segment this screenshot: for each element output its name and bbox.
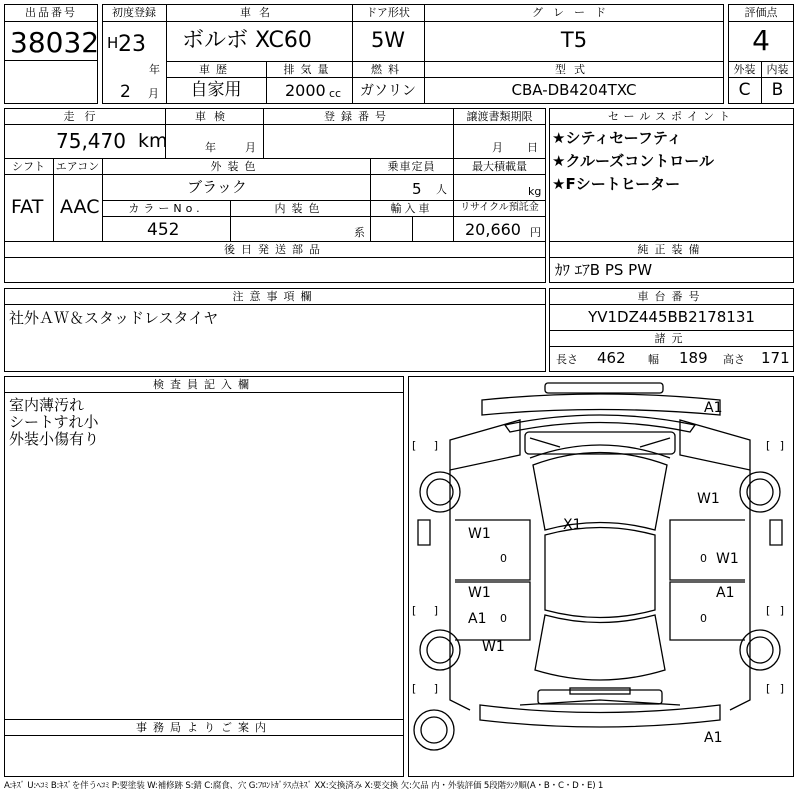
diagram-mark: X1 bbox=[563, 517, 582, 533]
later-parts-label: 後日発送部品 bbox=[224, 243, 326, 256]
interior-grade: B bbox=[771, 80, 784, 100]
diagram-mark: 0 bbox=[700, 552, 707, 565]
load-label: 最大積載量 bbox=[472, 160, 527, 173]
displacement-label: 排気量 bbox=[283, 63, 335, 76]
diagram-mark: 0 bbox=[500, 552, 507, 565]
exterior-label: 外装 bbox=[733, 63, 756, 76]
diagram-mark: W1 bbox=[468, 526, 491, 542]
transfer-month-unit: 月 bbox=[492, 141, 503, 154]
mileage: 75,470 bbox=[56, 129, 126, 153]
lot-number-label: 出品番号 bbox=[25, 6, 77, 19]
specs-label: 諸元 bbox=[654, 332, 689, 345]
shift: FAT bbox=[11, 196, 44, 218]
first-reg-label: 初度登録 bbox=[112, 6, 156, 19]
sales-point-item: ★Fシートヒーター bbox=[552, 175, 681, 193]
chassis-label: 車台番号 bbox=[637, 290, 706, 303]
diagram-bracket: [ ] bbox=[412, 604, 439, 617]
diagram-mark: W1 bbox=[716, 551, 739, 567]
diagram-mark: A1 bbox=[468, 611, 487, 627]
int-color-label: 内装色 bbox=[274, 202, 326, 215]
inspector-note: 室内薄汚れ bbox=[9, 396, 85, 414]
shift-label: シフト bbox=[12, 160, 45, 173]
fuel-label: 燃料 bbox=[371, 63, 405, 76]
inspector-label: 検査員記入欄 bbox=[153, 378, 255, 391]
height: 171 bbox=[761, 349, 790, 367]
diagram-bracket: [ ] bbox=[412, 439, 439, 452]
transfer-day-unit: 日 bbox=[527, 141, 538, 154]
notes-label: 注意事項欄 bbox=[232, 290, 318, 303]
ext-color-label: 外装色 bbox=[210, 160, 262, 173]
recycle: 20,660 bbox=[465, 220, 521, 239]
sales-points-label: セールスポイント bbox=[607, 110, 735, 123]
grade: T5 bbox=[560, 28, 588, 52]
int-color-unit: 系 bbox=[354, 226, 365, 239]
exterior-grade: C bbox=[738, 80, 751, 100]
door-label: ドア形状 bbox=[366, 6, 410, 19]
diagram-mark: W1 bbox=[468, 585, 491, 601]
history-label: 車歴 bbox=[199, 63, 233, 76]
month-unit: 月 bbox=[148, 87, 159, 100]
recycle-label: リサイクル預託金 bbox=[460, 202, 539, 213]
diagram-bracket: [ ] bbox=[766, 439, 785, 452]
color-no-label: カラーNo. bbox=[128, 202, 204, 215]
diagram-mark: W1 bbox=[697, 491, 720, 507]
ac-label: エアコン bbox=[55, 160, 100, 173]
year-unit: 年 bbox=[149, 63, 160, 76]
model: CBA-DB4204TXC bbox=[511, 81, 637, 99]
footer-legend: A:ｷｽﾞ U:ﾍｺﾐ B:ｷｽﾞを伴うﾍｺﾐ P:要塗装 W:補修跡 S:錆 C:腐食、穴 G:ﾌﾛﾝﾄｶﾞﾗｽ点ｷｽﾞ XX:交換済み X:要交換 欠:欠品 内・外装評価 5段階ﾗﾝｸ順(A・B・C・D・E) 1 bbox=[4, 781, 604, 791]
capacity-label: 乗車定員 bbox=[387, 160, 436, 173]
mileage-label: 走行 bbox=[63, 110, 106, 123]
history: 自家用 bbox=[190, 80, 242, 100]
length: 462 bbox=[597, 349, 626, 367]
capacity-unit: 人 bbox=[436, 183, 447, 196]
width: 189 bbox=[679, 349, 708, 367]
displacement: 2000 bbox=[285, 81, 326, 100]
sales-point-item: ★クルーズコントロール bbox=[552, 152, 714, 170]
diagram-bracket: [ ] bbox=[766, 682, 785, 695]
color-no: 452 bbox=[147, 220, 180, 240]
inspection-month-unit: 月 bbox=[245, 141, 256, 154]
width-label: 幅 bbox=[648, 353, 659, 366]
sales-point-item: ★シティセーフティ bbox=[552, 129, 682, 147]
era: H bbox=[107, 34, 119, 52]
diagram-mark: A1 bbox=[716, 585, 735, 601]
score: 4 bbox=[752, 24, 770, 57]
first-reg-year: 23 bbox=[118, 32, 146, 57]
diagram-mark: A1 bbox=[704, 730, 723, 746]
inspector-note: シートすれ小 bbox=[9, 413, 99, 431]
chassis-number: YV1DZ445BB2178131 bbox=[588, 308, 755, 326]
diagram-mark: 0 bbox=[500, 612, 507, 625]
inspection-year-unit: 年 bbox=[205, 141, 216, 154]
transfer-label: 譲渡書類期限 bbox=[466, 110, 533, 123]
diagram-mark: A1 bbox=[704, 400, 723, 416]
height-label: 高さ bbox=[723, 353, 745, 366]
ac: AAC bbox=[60, 196, 100, 218]
reg-no-label: 登録番号 bbox=[324, 110, 392, 123]
grade-label: グレード bbox=[532, 6, 616, 19]
car-name-label: 車名 bbox=[240, 6, 278, 19]
diagram-bracket: [ ] bbox=[412, 682, 439, 695]
notes-value: 社外ＡＷ＆スタッドレスタイヤ bbox=[9, 309, 219, 327]
interior-label: 内装 bbox=[766, 63, 789, 76]
length-label: 長さ bbox=[556, 353, 578, 366]
diagram-mark: 0 bbox=[700, 612, 707, 625]
lot-number: 38032 bbox=[10, 26, 100, 59]
first-reg-month: 2 bbox=[120, 82, 131, 102]
import-label: 輸入車 bbox=[390, 202, 433, 215]
load-unit: kg bbox=[528, 185, 542, 198]
capacity: 5 bbox=[412, 180, 422, 198]
recycle-unit: 円 bbox=[530, 226, 541, 239]
fuel: ガソリン bbox=[360, 83, 416, 99]
displacement-unit: cc bbox=[329, 87, 342, 100]
inspection-label: 車検 bbox=[195, 110, 233, 123]
door-type: 5W bbox=[370, 28, 406, 52]
model-label: 型式 bbox=[555, 63, 593, 76]
score-label: 評価点 bbox=[744, 6, 778, 19]
equipment-value: ｶﾜ ｴｱB PS PW bbox=[555, 261, 653, 279]
diagram-mark: W1 bbox=[482, 639, 505, 655]
car-name: ボルボ XC60 bbox=[182, 28, 312, 53]
equipment-label: 純正装備 bbox=[637, 243, 706, 256]
diagram-bracket: [ ] bbox=[766, 604, 785, 617]
office-label: 事務局よりご案内 bbox=[136, 721, 272, 734]
inspector-note: 外装小傷有り bbox=[9, 430, 100, 448]
mileage-unit: km bbox=[138, 130, 168, 152]
ext-color: ブラック bbox=[187, 178, 247, 196]
